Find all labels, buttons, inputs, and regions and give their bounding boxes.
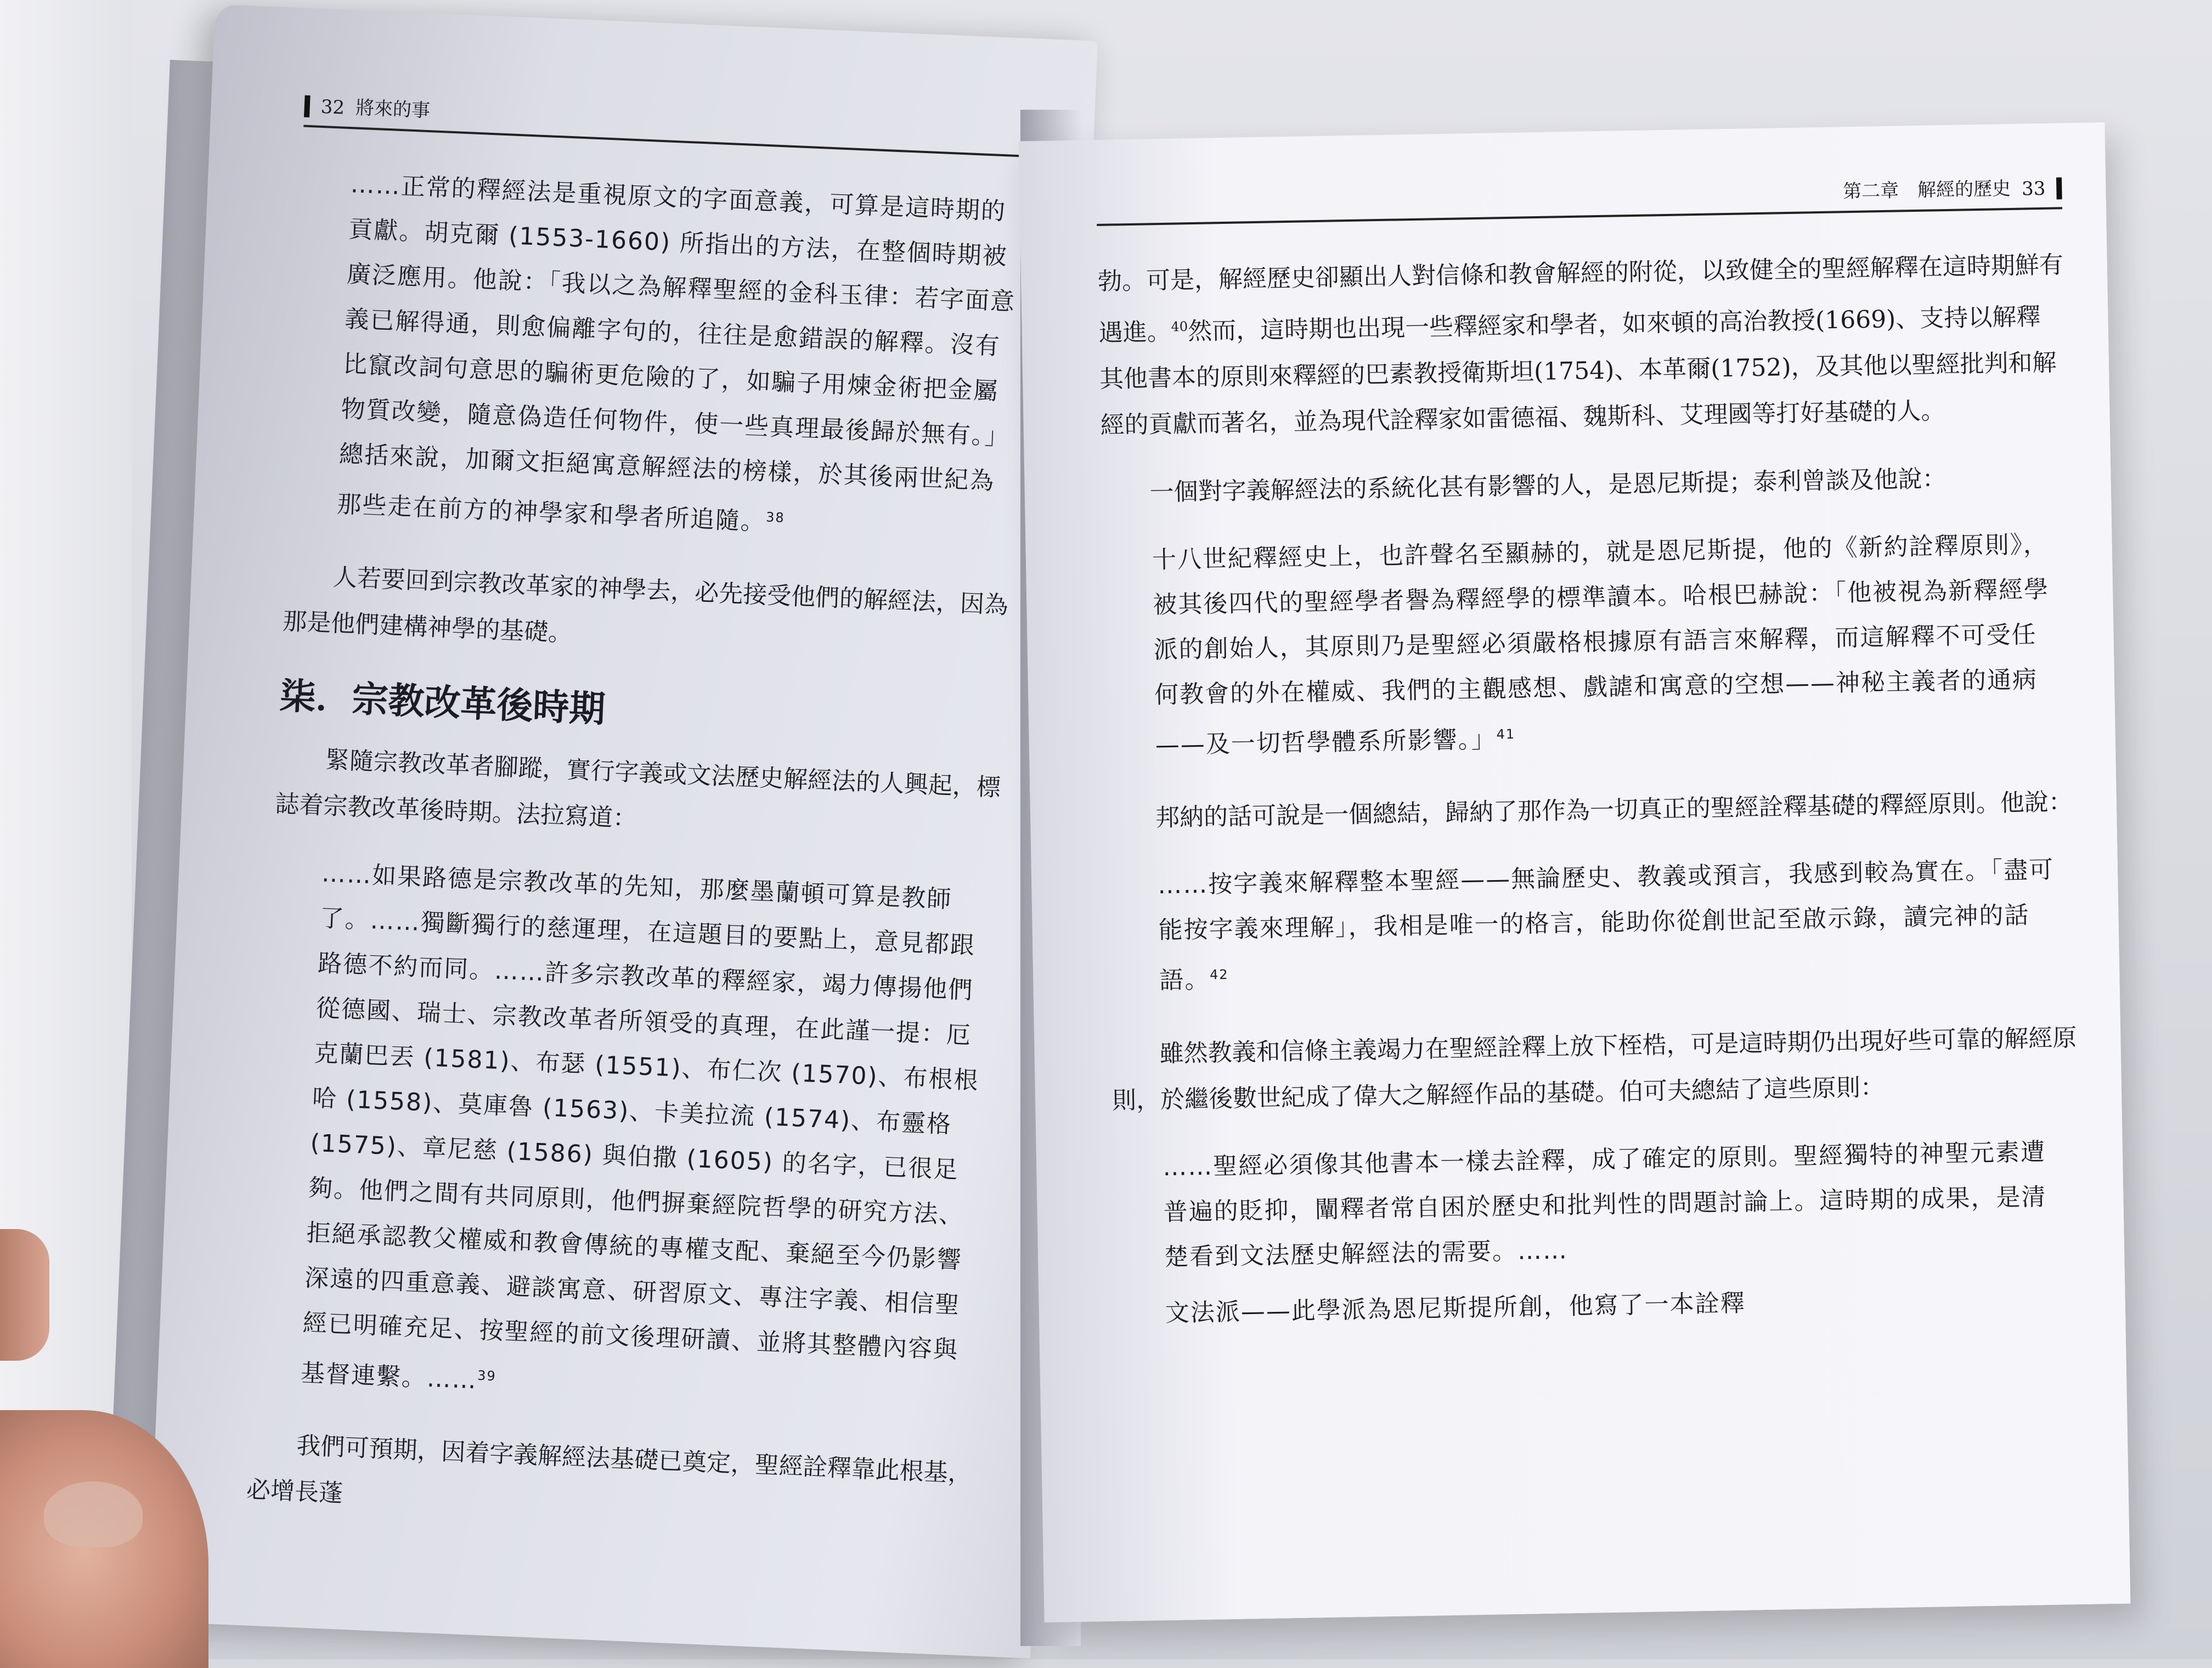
- left-quote-1-note: 38: [765, 509, 786, 526]
- right-quote-2-text: ……按字義來解釋整本聖經——無論歷史、教義或預言，我感到較為實在。「盡可能按字義來理解」，我相是唯一的格言，能助你從創世記至啟示錄，讀完神的話語。: [1157, 856, 2055, 995]
- left-paragraph-3: 我們可預期，因着字義解經法基礎已奠定，聖經詮釋靠此根基，必增長蓬: [246, 1432, 973, 1508]
- right-paragraph-3: 邦納的話可說是一個總結，歸納了那作為一切真正的聖經詮釋基礎的釋經原則。他說：: [1155, 788, 2073, 832]
- left-running-head: 將來的事: [355, 97, 431, 122]
- left-quote-2-text: ……如果路德是宗教改革的先知，那麼墨蘭頓可算是教師了。……獨斷獨行的慈運理，在這題目的要點上，意見都跟路德不約而同。……許多宗教改革的釋經家，竭力傳揚他們從德國、瑞士、宗教改革者所領受的真理，在此謹一提：厄克蘭巴丟 (1581)、布瑟 (1551)、布仁次 (1570)、布根根哈 (1558)、莫庫魯 (1563)、卡美拉流 (1574)、布靈格 (1575)、章尼慈 (1586) 與伯撒 (1605) 的名字，已很足夠。他們之間有共同原則，他們摒棄經院哲學的研究方法、拒絕承認教父權威和教會傳統的專權支配、棄絕至今仍影響深遠的四重意義、避談寓意、研習原文、專注字義、相信聖經已明確充足、按聖經的前文後理研讀、並將其整體內容與基督連繫。……: [300, 859, 980, 1395]
- right-note-40: 40: [1171, 319, 1188, 335]
- left-page: [148, 4, 1098, 1659]
- right-page: [1019, 122, 2131, 1622]
- header-bar: [304, 95, 311, 117]
- right-page-number: 33: [2021, 177, 2046, 200]
- right-paragraph-1b: 然而，這時期也出現一些釋經家和學者，如來頓的高治教授(1669)、支持以解釋其他書本的原則來釋經的巴素教授衛斯坦(1754)、本革爾(1752)，及其他以聖經批判和解經的貢獻而著名，並為現代詮釋家如雷德福、魏斯科、艾理國等打好基礎的人。: [1099, 302, 2057, 439]
- right-paragraph-1a: 勃。可是，解經歷史卻顯出人對信條和教會解經的附從，以致健全的聖經解釋在這時期鮮有遇進。: [1097, 251, 2064, 347]
- holding-finger: [0, 1229, 49, 1361]
- left-quote-1-text: ……正常的釋經法是重視原文的字面意義，可算是這時期的貢獻。胡克爾 (1553-1660) 所指出的方法，在整個時期被廣泛應用。他說：「我以之為解釋聖經的金科玉律：若字面意義已解得通，則愈偏離字句的，往往是愈錯誤的解釋。沒有比竄改詞句意思的騙術更危險的了，如騙子用煉金術把金屬物質改變，隨意偽造任何物件，使一些真理最後歸於無有。」總括來說，加爾文拒絕寓意解經法的榜樣，於其後兩世紀為那些走在前方的神學家和學者所追隨。: [336, 170, 1017, 537]
- right-paragraph-4: 雖然教義和信條主義竭力在聖經詮釋上放下桎梏，可是這時期仍出現好些可靠的解經原則，於繼後數世紀成了偉大之解經作品的基礎。伯可夫總結了這些原則：: [1111, 1024, 2077, 1115]
- right-quote-1-note: 41: [1496, 726, 1516, 742]
- right-quote-3-text: ……聖經必須像其他書本一樣去詮釋，成了確定的原則。聖經獨特的神聖元素遭普遍的貶抑，闡釋者常自困於歷史和批判性的問題討論上。這時期的成果，是清楚看到文法歷史解經法的需要。……: [1162, 1138, 2047, 1272]
- right-chapter-head: 第二章 解經的歷史: [1842, 177, 2011, 203]
- header-bar: [2056, 177, 2062, 199]
- right-block-quote-1: [1152, 522, 2061, 768]
- right-paragraph-1: [1097, 242, 2066, 448]
- left-block-quote-1: [336, 162, 1031, 555]
- right-quote-1-text: 十八世紀釋經史上，也許聲名至顯赫的，就是恩尼斯提，他的《新約詮釋原則》，被其後四代的聖經學者譽為釋經學的標準讀本。哈根巴赫說：「他被視為新釋經學派的創始人，其原則乃是聖經必須嚴格根據原有語言來解釋，而這解釋不可受任何教會的外在權威、我們的主觀感想、戲謔和寓意的空想——神秘主義者的通病——及一切哲學體系所影響。」: [1152, 530, 2050, 759]
- left-running-header: [303, 91, 1045, 158]
- right-block-quote-2: [1158, 848, 2065, 1004]
- left-page-number: 32: [320, 95, 345, 119]
- right-quote-2-note: 42: [1209, 967, 1229, 983]
- left-paragraph-1: 人若要回到宗教改革家的神學去，必先接受他們的解經法，因為那是他們建構神學的基礎。: [282, 563, 1009, 647]
- thumb-nail: [44, 1481, 143, 1547]
- left-paragraph-2: 緊隨宗教改革者腳蹤，實行字義或文法歷史解經法的人興起，標誌着宗教改革後時期。法拉寫道：: [274, 745, 1001, 833]
- left-quote-2-note: 39: [477, 1367, 497, 1384]
- left-block-quote-2: [300, 851, 1002, 1424]
- right-running-header: [1096, 172, 2062, 226]
- right-block-quote-3: [1163, 1129, 2070, 1280]
- right-paragraph-2: 一個對字義解經法的系統化甚有影響的人，是恩尼斯提；泰利曾談及他說：: [1149, 464, 1947, 507]
- section-heading: 柒．宗教改革後時期: [279, 674, 606, 731]
- right-quote-3-tail: 文法派——此學派為恩尼斯提所創，他寫了一本詮釋: [1165, 1289, 1746, 1328]
